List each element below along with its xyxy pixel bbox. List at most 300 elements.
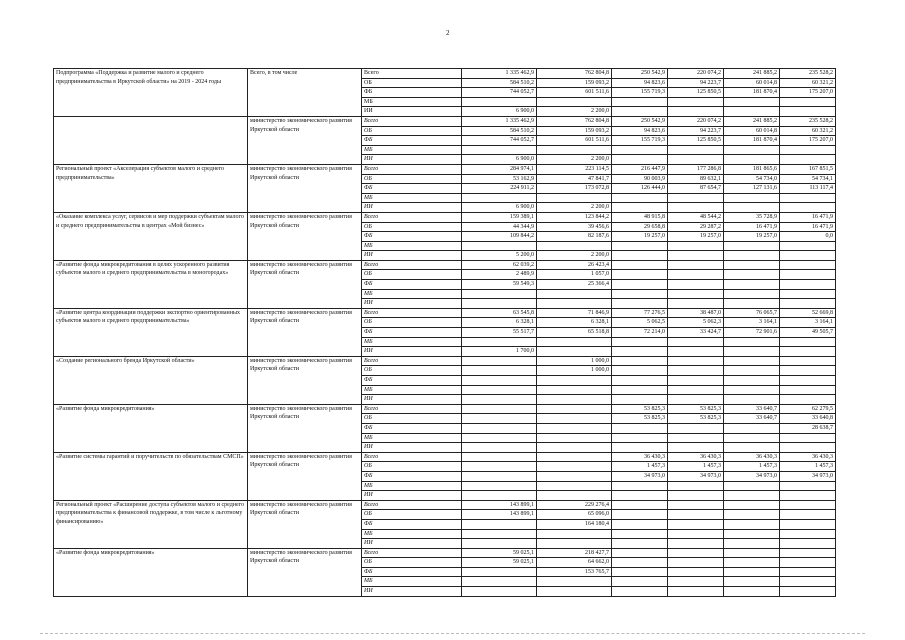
amount-cell xyxy=(612,433,668,443)
amount-cell: 762 804,8 xyxy=(537,116,612,126)
amount-cell xyxy=(462,443,537,453)
amount-cell xyxy=(724,260,780,270)
amount-cell: 2 489,9 xyxy=(462,270,537,280)
program-name-cell: Региональный проект «Расширение доступа субъектов малого и среднего предпринимательства к финансовой поддержке, в том числе к льготному финансированию» xyxy=(54,500,248,548)
amount-cell xyxy=(462,337,537,347)
funding-source-cell: МБ xyxy=(362,433,462,443)
executor-cell: министерство экономического развития Иркутской области xyxy=(248,548,362,596)
amount-cell xyxy=(724,289,780,299)
amount-cell: 6 900,0 xyxy=(462,155,537,165)
amount-cell: 155 719,3 xyxy=(612,136,668,146)
scan-artifact-line xyxy=(40,633,865,634)
amount-cell: 94 823,6 xyxy=(612,78,668,88)
funding-source-cell: МБ xyxy=(362,145,462,155)
funding-source-cell: ИИ xyxy=(362,107,462,117)
amount-cell xyxy=(780,567,836,577)
amount-cell xyxy=(780,260,836,270)
funding-source-cell: МБ xyxy=(362,97,462,107)
amount-cell: 53 825,3 xyxy=(612,404,668,414)
amount-cell xyxy=(612,97,668,107)
amount-cell: 52 669,8 xyxy=(780,308,836,318)
amount-cell: 1 457,3 xyxy=(612,462,668,472)
amount-cell xyxy=(462,491,537,501)
amount-cell xyxy=(537,145,612,155)
amount-cell xyxy=(724,97,780,107)
amount-cell xyxy=(668,299,724,309)
amount-cell: 34 973,0 xyxy=(612,471,668,481)
amount-cell xyxy=(780,289,836,299)
amount-cell xyxy=(462,97,537,107)
amount-cell xyxy=(724,558,780,568)
funding-source-cell: Всего xyxy=(362,548,462,558)
amount-cell xyxy=(724,107,780,117)
funding-source-cell: ФБ xyxy=(362,471,462,481)
amount-cell: 241 885,2 xyxy=(724,116,780,126)
amount-cell xyxy=(612,193,668,203)
amount-cell: 1 000,0 xyxy=(537,366,612,376)
amount-cell xyxy=(780,251,836,261)
amount-cell xyxy=(780,519,836,529)
amount-cell: 177 286,8 xyxy=(668,164,724,174)
amount-cell: 125 850,5 xyxy=(668,136,724,146)
funding-source-cell: ОБ xyxy=(362,222,462,232)
table-row xyxy=(54,116,836,126)
amount-cell xyxy=(537,529,612,539)
amount-cell: 34 973,0 xyxy=(724,471,780,481)
amount-cell: 36 430,3 xyxy=(780,452,836,462)
amount-cell xyxy=(724,567,780,577)
amount-cell: 175 207,0 xyxy=(780,136,836,146)
program-name-cell: Подпрограмма «Поддержка и развитие малого и среднего предпринимательства в Иркутской области» на 2019 - 2024 годы xyxy=(54,69,248,117)
amount-cell xyxy=(668,481,724,491)
amount-cell: 181 870,4 xyxy=(724,88,780,98)
amount-cell: 44 344,9 xyxy=(462,222,537,232)
amount-cell xyxy=(780,433,836,443)
amount-cell xyxy=(612,567,668,577)
program-name-cell: «Развитие фонда микрокредитования в целях ускоренного развития субъектов малого и среднего предпринимательства в моногородах» xyxy=(54,260,248,308)
amount-cell: 218 427,7 xyxy=(537,548,612,558)
funding-source-cell: ИИ xyxy=(362,491,462,501)
amount-cell xyxy=(724,433,780,443)
amount-cell: 33 424,7 xyxy=(668,328,724,338)
amount-cell xyxy=(724,529,780,539)
amount-cell: 54 734,1 xyxy=(780,174,836,184)
amount-cell: 167 851,5 xyxy=(780,164,836,174)
amount-cell xyxy=(780,366,836,376)
funding-source-cell: Всего xyxy=(362,308,462,318)
amount-cell: 284 974,1 xyxy=(462,164,537,174)
amount-cell: 181 865,6 xyxy=(724,164,780,174)
amount-cell xyxy=(612,155,668,165)
amount-cell xyxy=(612,443,668,453)
amount-cell: 94 223,7 xyxy=(668,126,724,136)
amount-cell: 33 640,7 xyxy=(724,404,780,414)
amount-cell: 53 825,3 xyxy=(668,404,724,414)
amount-cell xyxy=(462,404,537,414)
amount-cell xyxy=(612,548,668,558)
funding-source-cell: МБ xyxy=(362,385,462,395)
funding-source-cell: Всего xyxy=(362,69,462,79)
amount-cell: 76 065,7 xyxy=(724,308,780,318)
amount-cell: 250 542,9 xyxy=(612,69,668,79)
amount-cell xyxy=(668,500,724,510)
amount-cell xyxy=(668,155,724,165)
amount-cell xyxy=(612,203,668,213)
amount-cell: 90 003,9 xyxy=(612,174,668,184)
amount-cell: 77 276,5 xyxy=(612,308,668,318)
amount-cell xyxy=(668,347,724,357)
amount-cell xyxy=(537,452,612,462)
amount-cell: 6 328,1 xyxy=(462,318,537,328)
program-name-cell: Региональный проект «Акселерация субъектов малого и среднего предпринимательства» xyxy=(54,164,248,212)
amount-cell xyxy=(668,510,724,520)
amount-cell xyxy=(462,519,537,529)
amount-cell xyxy=(780,539,836,549)
funding-source-cell: ИИ xyxy=(362,251,462,261)
amount-cell xyxy=(612,347,668,357)
program-name-cell: «Создание регионального бренда Иркутской области» xyxy=(54,356,248,404)
amount-cell xyxy=(780,481,836,491)
amount-cell: 25 366,4 xyxy=(537,280,612,290)
funding-table xyxy=(53,68,836,597)
amount-cell xyxy=(780,270,836,280)
amount-cell: 1 057,0 xyxy=(537,270,612,280)
amount-cell xyxy=(537,241,612,251)
amount-cell xyxy=(537,471,612,481)
amount-cell: 601 511,6 xyxy=(537,88,612,98)
amount-cell: 60 014,8 xyxy=(724,78,780,88)
funding-source-cell: МБ xyxy=(362,577,462,587)
amount-cell: 6 900,0 xyxy=(462,107,537,117)
amount-cell xyxy=(668,443,724,453)
amount-cell xyxy=(724,423,780,433)
executor-cell: министерство экономического развития Иркутской области xyxy=(248,356,362,404)
amount-cell: 6 900,0 xyxy=(462,203,537,213)
amount-cell xyxy=(724,395,780,405)
amount-cell: 72 901,6 xyxy=(724,328,780,338)
amount-cell xyxy=(612,107,668,117)
amount-cell: 33 640,7 xyxy=(724,414,780,424)
funding-source-cell: МБ xyxy=(362,289,462,299)
amount-cell: 53 162,9 xyxy=(462,174,537,184)
program-name-cell: «Развитие центра координации поддержки экспортно ориентированных субъектов малого и среднего предпринимательства» xyxy=(54,308,248,356)
amount-cell: 33 640,8 xyxy=(780,414,836,424)
amount-cell xyxy=(668,251,724,261)
amount-cell: 60 321,2 xyxy=(780,78,836,88)
executor-cell: министерство экономического развития Иркутской области xyxy=(248,308,362,356)
amount-cell xyxy=(668,587,724,597)
table-row xyxy=(54,260,836,270)
amount-cell: 28 638,7 xyxy=(780,423,836,433)
amount-cell: 65 518,8 xyxy=(537,328,612,338)
amount-cell: 155 719,3 xyxy=(612,88,668,98)
amount-cell: 1 335 462,9 xyxy=(462,116,537,126)
amount-cell: 19 257,0 xyxy=(724,232,780,242)
amount-cell: 36 430,3 xyxy=(612,452,668,462)
amount-cell xyxy=(462,433,537,443)
amount-cell xyxy=(780,337,836,347)
table-row xyxy=(54,548,836,558)
funding-source-cell: Всего xyxy=(362,452,462,462)
amount-cell xyxy=(537,539,612,549)
amount-cell: 2 200,0 xyxy=(537,203,612,213)
amount-cell xyxy=(537,587,612,597)
amount-cell: 175 207,0 xyxy=(780,88,836,98)
amount-cell: 126 444,0 xyxy=(612,184,668,194)
amount-cell: 601 511,6 xyxy=(537,136,612,146)
amount-cell: 60 014,8 xyxy=(724,126,780,136)
amount-cell: 5 062,5 xyxy=(612,318,668,328)
amount-cell xyxy=(724,337,780,347)
amount-cell xyxy=(612,376,668,386)
amount-cell xyxy=(724,241,780,251)
amount-cell: 34 973,0 xyxy=(780,471,836,481)
table-row xyxy=(54,212,836,222)
amount-cell xyxy=(612,251,668,261)
amount-cell xyxy=(537,404,612,414)
amount-cell xyxy=(612,289,668,299)
amount-cell xyxy=(537,433,612,443)
amount-cell xyxy=(668,203,724,213)
amount-cell xyxy=(668,270,724,280)
funding-source-cell: ФБ xyxy=(362,328,462,338)
funding-source-cell: ОБ xyxy=(362,78,462,88)
amount-cell: 34 973,0 xyxy=(668,471,724,481)
amount-cell: 1 457,3 xyxy=(724,462,780,472)
table-row xyxy=(54,404,836,414)
amount-cell xyxy=(668,356,724,366)
funding-source-cell: ФБ xyxy=(362,567,462,577)
amount-cell xyxy=(612,356,668,366)
amount-cell: 3 164,1 xyxy=(724,318,780,328)
executor-cell: министерство экономического развития Иркутской области xyxy=(248,212,362,260)
amount-cell xyxy=(462,471,537,481)
amount-cell xyxy=(724,155,780,165)
amount-cell xyxy=(537,289,612,299)
funding-source-cell: Всего xyxy=(362,404,462,414)
amount-cell xyxy=(668,491,724,501)
amount-cell: 29 287,2 xyxy=(668,222,724,232)
amount-cell: 584 510,2 xyxy=(462,78,537,88)
amount-cell: 48 915,8 xyxy=(612,212,668,222)
amount-cell xyxy=(780,376,836,386)
amount-cell xyxy=(462,414,537,424)
amount-cell xyxy=(612,510,668,520)
amount-cell: 744 052,7 xyxy=(462,136,537,146)
amount-cell: 53 825,3 xyxy=(612,414,668,424)
amount-cell xyxy=(780,347,836,357)
amount-cell xyxy=(724,270,780,280)
amount-cell: 584 510,2 xyxy=(462,126,537,136)
amount-cell xyxy=(462,423,537,433)
executor-cell: министерство экономического развития Иркутской области xyxy=(248,500,362,548)
amount-cell xyxy=(780,587,836,597)
program-name-cell: «Оказание комплекса услуг, сервисов и мер поддержки субъектам малого и среднего предпринимательства в центрах «Мой бизнес» xyxy=(54,212,248,260)
amount-cell xyxy=(668,395,724,405)
amount-cell xyxy=(780,193,836,203)
amount-cell xyxy=(462,577,537,587)
amount-cell xyxy=(612,491,668,501)
amount-cell: 1 335 462,9 xyxy=(462,69,537,79)
amount-cell xyxy=(537,414,612,424)
amount-cell xyxy=(537,577,612,587)
amount-cell: 250 542,9 xyxy=(612,116,668,126)
amount-cell xyxy=(612,539,668,549)
amount-cell: 94 823,6 xyxy=(612,126,668,136)
amount-cell: 223 114,5 xyxy=(537,164,612,174)
table-row xyxy=(54,308,836,318)
amount-cell xyxy=(668,433,724,443)
amount-cell xyxy=(612,395,668,405)
amount-cell xyxy=(462,587,537,597)
amount-cell: 55 517,7 xyxy=(462,328,537,338)
funding-source-cell: ИИ xyxy=(362,203,462,213)
amount-cell xyxy=(780,510,836,520)
amount-cell xyxy=(612,481,668,491)
amount-cell xyxy=(462,539,537,549)
amount-cell xyxy=(780,395,836,405)
amount-cell xyxy=(668,366,724,376)
amount-cell xyxy=(612,558,668,568)
executor-cell: министерство экономического развития Иркутской области xyxy=(248,260,362,308)
amount-cell xyxy=(668,289,724,299)
amount-cell xyxy=(612,500,668,510)
amount-cell xyxy=(724,481,780,491)
amount-cell: 127 131,6 xyxy=(724,184,780,194)
amount-cell: 16 471,9 xyxy=(724,222,780,232)
amount-cell: 82 187,6 xyxy=(537,232,612,242)
program-name-cell: «Развитие фонда микрокредитования» xyxy=(54,404,248,452)
amount-cell xyxy=(780,97,836,107)
amount-cell: 47 841,7 xyxy=(537,174,612,184)
amount-cell xyxy=(612,529,668,539)
amount-cell: 59 025,1 xyxy=(462,548,537,558)
amount-cell xyxy=(462,462,537,472)
amount-cell xyxy=(724,548,780,558)
amount-cell: 35 728,9 xyxy=(724,212,780,222)
amount-cell xyxy=(668,577,724,587)
funding-source-cell: ФБ xyxy=(362,184,462,194)
amount-cell: 220 074,2 xyxy=(668,116,724,126)
amount-cell: 143 899,1 xyxy=(462,510,537,520)
funding-source-cell: ФБ xyxy=(362,280,462,290)
amount-cell: 235 528,2 xyxy=(780,69,836,79)
funding-source-cell: ИИ xyxy=(362,443,462,453)
amount-cell: 1 700,0 xyxy=(462,347,537,357)
amount-cell xyxy=(462,299,537,309)
amount-cell xyxy=(724,193,780,203)
amount-cell: 159 389,1 xyxy=(462,212,537,222)
amount-cell xyxy=(724,280,780,290)
amount-cell xyxy=(612,577,668,587)
amount-cell: 159 093,2 xyxy=(537,78,612,88)
funding-source-cell: ИИ xyxy=(362,347,462,357)
amount-cell xyxy=(724,356,780,366)
amount-cell xyxy=(724,443,780,453)
amount-cell: 62 039,2 xyxy=(462,260,537,270)
amount-cell xyxy=(537,337,612,347)
amount-cell xyxy=(780,241,836,251)
executor-cell: министерство экономического развития Иркутской области xyxy=(248,452,362,500)
amount-cell xyxy=(780,491,836,501)
funding-source-cell: МБ xyxy=(362,241,462,251)
amount-cell xyxy=(724,577,780,587)
amount-cell xyxy=(462,366,537,376)
amount-cell: 19 257,0 xyxy=(668,232,724,242)
amount-cell: 39 456,6 xyxy=(537,222,612,232)
amount-cell xyxy=(724,203,780,213)
amount-cell: 16 471,9 xyxy=(780,222,836,232)
funding-source-cell: Всего xyxy=(362,116,462,126)
program-name-cell: «Развитие фонда микрокредитования» xyxy=(54,548,248,596)
amount-cell xyxy=(780,385,836,395)
amount-cell: 89 632,1 xyxy=(668,174,724,184)
amount-cell: 229 276,4 xyxy=(537,500,612,510)
amount-cell: 72 214,0 xyxy=(612,328,668,338)
amount-cell: 5 200,0 xyxy=(462,251,537,261)
funding-source-cell: ОБ xyxy=(362,510,462,520)
amount-cell xyxy=(462,193,537,203)
amount-cell xyxy=(780,356,836,366)
funding-source-cell: ФБ xyxy=(362,88,462,98)
amount-cell: 1 457,3 xyxy=(780,462,836,472)
funding-source-cell: ИИ xyxy=(362,155,462,165)
funding-source-cell: ФБ xyxy=(362,136,462,146)
funding-source-cell: ОБ xyxy=(362,126,462,136)
amount-cell xyxy=(780,500,836,510)
amount-cell: 38 487,0 xyxy=(668,308,724,318)
table-row xyxy=(54,69,836,79)
amount-cell: 65 096,0 xyxy=(537,510,612,520)
funding-source-cell: Всего xyxy=(362,260,462,270)
amount-cell: 159 093,2 xyxy=(537,126,612,136)
amount-cell xyxy=(668,539,724,549)
amount-cell: 164 180,4 xyxy=(537,519,612,529)
amount-cell: 87 654,7 xyxy=(668,184,724,194)
amount-cell: 54 734,0 xyxy=(724,174,780,184)
program-name-cell xyxy=(54,116,248,164)
amount-cell xyxy=(780,529,836,539)
amount-cell xyxy=(780,145,836,155)
amount-cell: 71 846,9 xyxy=(537,308,612,318)
table-row xyxy=(54,500,836,510)
amount-cell: 59 549,3 xyxy=(462,280,537,290)
amount-cell xyxy=(780,280,836,290)
amount-cell xyxy=(668,145,724,155)
amount-cell: 16 471,9 xyxy=(780,212,836,222)
amount-cell xyxy=(668,548,724,558)
amount-cell xyxy=(724,251,780,261)
amount-cell xyxy=(537,443,612,453)
amount-cell: 220 074,2 xyxy=(668,69,724,79)
amount-cell xyxy=(612,366,668,376)
amount-cell: 2 200,0 xyxy=(537,251,612,261)
funding-source-cell: МБ xyxy=(362,481,462,491)
amount-cell xyxy=(612,587,668,597)
amount-cell xyxy=(724,366,780,376)
funding-source-cell: ИИ xyxy=(362,299,462,309)
amount-cell xyxy=(537,385,612,395)
executor-cell: министерство экономического развития Иркутской области xyxy=(248,116,362,164)
page-number: 2 xyxy=(446,29,450,37)
amount-cell xyxy=(668,107,724,117)
amount-cell xyxy=(668,193,724,203)
amount-cell: 6 328,1 xyxy=(537,318,612,328)
amount-cell xyxy=(780,203,836,213)
amount-cell xyxy=(668,423,724,433)
amount-cell: 123 844,2 xyxy=(537,212,612,222)
amount-cell xyxy=(724,510,780,520)
